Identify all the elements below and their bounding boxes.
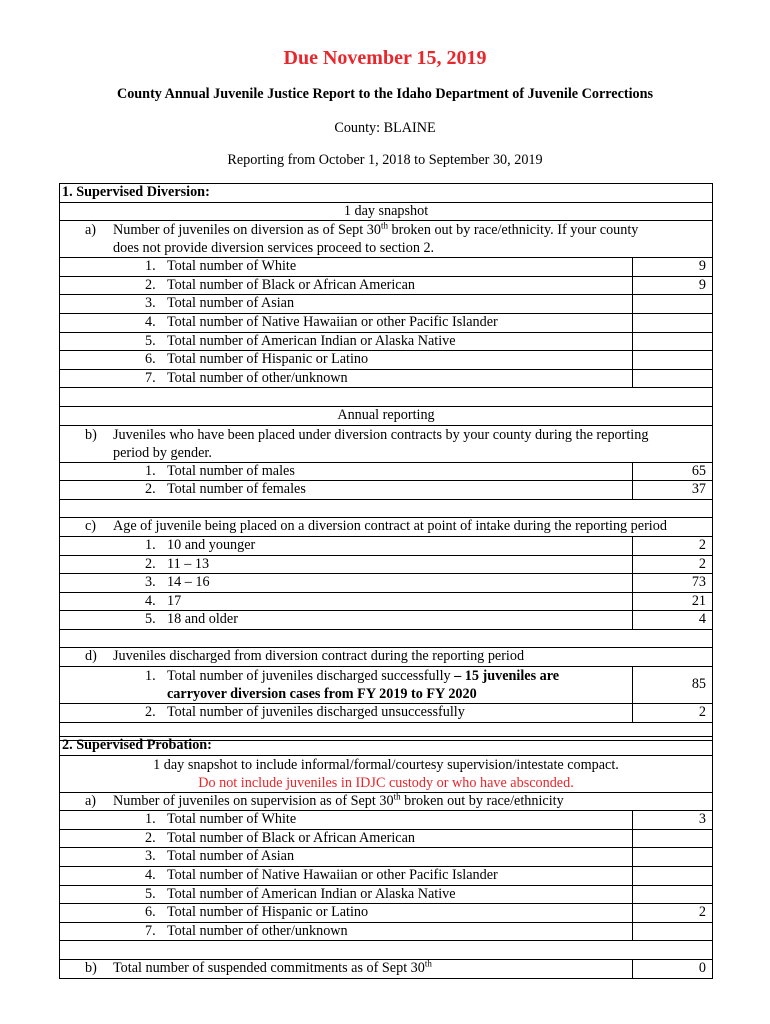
diversion-age-row — [60, 593, 712, 612]
county-label: County: BLAINE — [334, 120, 436, 136]
diversion-gender-row-label-cell — [60, 481, 632, 499]
probation-race-row-label-cell — [60, 811, 632, 829]
diversion-gender-row-value[interactable]: 65 — [632, 463, 712, 481]
probation-race-row-label-cell — [60, 830, 632, 848]
spacer-row — [60, 941, 712, 959]
item-number: 6. — [145, 904, 156, 921]
snapshot-label: 1 day snapshot — [343, 202, 429, 219]
item-label: Total number of Native Hawaiian or other Pacific Islander — [167, 313, 498, 330]
probation-question-b — [60, 960, 632, 978]
spacer-row — [60, 500, 712, 518]
diversion-race-row-value[interactable]: 9 — [632, 277, 712, 295]
reporting-period: Reporting from October 1, 2018 to September 30, 2019 — [227, 152, 543, 168]
diversion-age-row-label-cell — [60, 611, 632, 629]
diversion-race-row — [60, 333, 712, 352]
item-label: Total number of juveniles discharged successfully — [167, 668, 455, 685]
diversion-age-row — [60, 537, 712, 556]
diversion-race-row-value[interactable] — [632, 314, 712, 332]
diversion-race-row-value[interactable] — [632, 370, 712, 388]
section-2-title: 2. Supervised Probation: — [62, 737, 212, 753]
diversion-age-row-value[interactable]: 21 — [632, 593, 712, 611]
diversion-age-row-value[interactable]: 2 — [632, 556, 712, 574]
probation-race-row-value[interactable] — [632, 830, 712, 848]
supervised-probation-table — [59, 736, 713, 979]
diversion-race-row — [60, 277, 712, 296]
item-label: Total number of Hispanic or Latino — [167, 351, 369, 368]
probation-race-row-value[interactable] — [632, 886, 712, 904]
probation-race-row-label-cell — [60, 867, 632, 885]
probation-race-row — [60, 904, 712, 923]
question-b-text-line2: period by gender. — [113, 444, 212, 461]
item-label: Total number of females — [167, 481, 306, 498]
spacer-row — [60, 630, 712, 648]
question-d-letter: d) — [85, 648, 97, 665]
probation-note — [60, 756, 712, 792]
question-d-text: Juveniles discharged from diversion contract during the reporting period — [113, 648, 525, 665]
question-a-text-line2: does not provide diversion services proceed to section 2. — [113, 240, 435, 257]
probation-race-row-value[interactable] — [632, 848, 712, 866]
probation-race-row-value[interactable] — [632, 923, 712, 941]
item-label: Total number of Asian — [167, 848, 295, 865]
item-label: Total number of males — [167, 462, 295, 479]
diversion-race-row — [60, 351, 712, 370]
diversion-age-row — [60, 611, 712, 630]
item-label: 14 – 16 — [167, 574, 210, 591]
item-number: 2. — [145, 481, 156, 498]
item-note: – 15 juveniles are — [454, 668, 560, 685]
diversion-race-row-value[interactable] — [632, 295, 712, 313]
item-label: Total number of Hispanic or Latino — [167, 904, 369, 921]
probation-race-row — [60, 923, 712, 942]
item-number: 1. — [145, 811, 156, 828]
item-label: Total number of White — [167, 811, 297, 828]
diversion-race-row — [60, 258, 712, 277]
item-number: 1. — [145, 258, 156, 275]
question-a-text-cont: broken out by race/ethnicity — [400, 792, 564, 809]
item-label: 18 and older — [167, 611, 238, 628]
suspended-commitments-value[interactable]: 0 — [632, 960, 712, 978]
question-a-sup: th — [393, 790, 401, 801]
item-number: 1. — [145, 462, 156, 479]
item-number: 4. — [145, 866, 156, 883]
diversion-race-row-label-cell — [60, 277, 632, 295]
item-label: Total number of Black or African American — [167, 276, 415, 293]
question-a-text-cont: broken out by race/ethnicity. If your county — [387, 222, 639, 239]
probation-race-row — [60, 867, 712, 886]
probation-race-row-label-cell — [60, 848, 632, 866]
diversion-age-row-value[interactable]: 4 — [632, 611, 712, 629]
probation-race-row — [60, 886, 712, 905]
diversion-race-row — [60, 314, 712, 333]
item-label: 10 and younger — [167, 536, 256, 553]
question-a-text: Number of juveniles on supervision as of Sept 30 — [113, 792, 394, 809]
spacer-row — [60, 388, 712, 406]
diversion-race-row-value[interactable] — [632, 333, 712, 351]
item-number: 5. — [145, 885, 156, 902]
diversion-age-row-value[interactable]: 73 — [632, 574, 712, 592]
item-number: 7. — [145, 369, 156, 386]
diversion-age-row-label-cell — [60, 537, 632, 555]
question-b-letter: b) — [85, 959, 97, 976]
item-number: 4. — [145, 592, 156, 609]
item-number: 3. — [145, 574, 156, 591]
discharged-successfully-row — [60, 667, 632, 703]
diversion-age-row — [60, 574, 712, 593]
diversion-age-row-value[interactable]: 2 — [632, 537, 712, 555]
question-b-text: Total number of suspended commitments as of Sept 30 — [113, 959, 425, 976]
discharged-successfully-value[interactable]: 85 — [632, 667, 712, 703]
diversion-race-row-label-cell — [60, 295, 632, 313]
question-a — [60, 221, 712, 257]
item-label: Total number of other/unknown — [167, 922, 348, 939]
probation-race-row-label-cell — [60, 904, 632, 922]
diversion-race-row-label-cell — [60, 351, 632, 369]
question-c-text: Age of juvenile being placed on a diversion contract at point of intake during the reporting period — [113, 518, 667, 535]
question-c — [60, 518, 712, 536]
question-a-letter: a) — [85, 222, 97, 239]
probation-warning: Do not include juveniles in IDJC custody or who have absconded. — [198, 774, 574, 791]
diversion-age-row — [60, 556, 712, 575]
item-label: Total number of White — [167, 258, 297, 275]
item-number: 2. — [145, 829, 156, 846]
discharged-unsuccessfully-value[interactable]: 2 — [632, 704, 712, 722]
annual-label: Annual reporting — [337, 406, 435, 423]
item-number: 2. — [145, 276, 156, 293]
probation-race-row — [60, 848, 712, 867]
item-number: 1. — [145, 668, 156, 685]
item-number: 7. — [145, 922, 156, 939]
diversion-gender-row — [60, 463, 712, 482]
probation-race-row-label-cell — [60, 923, 632, 941]
item-label: 17 — [167, 592, 182, 609]
probation-race-row-value[interactable] — [632, 867, 712, 885]
item-label: Total number of American Indian or Alaska Native — [167, 885, 456, 902]
item-label: Total number of American Indian or Alaska Native — [167, 332, 456, 349]
item-number: 2. — [145, 555, 156, 572]
item-note-line2: carryover diversion cases from FY 2019 to FY 2020 — [167, 686, 477, 703]
diversion-race-row — [60, 370, 712, 389]
diversion-age-row-label-cell — [60, 593, 632, 611]
probation-race-row — [60, 811, 712, 830]
item-label: Total number of juveniles discharged unsuccessfully — [167, 704, 465, 721]
item-number: 3. — [145, 295, 156, 312]
section-1-title: 1. Supervised Diversion: — [62, 184, 210, 200]
item-number: 4. — [145, 313, 156, 330]
item-number: 5. — [145, 611, 156, 628]
item-number: 3. — [145, 848, 156, 865]
diversion-race-row-label-cell — [60, 258, 632, 276]
item-number: 5. — [145, 332, 156, 349]
item-label: 11 – 13 — [167, 555, 210, 572]
probation-race-row-value[interactable]: 3 — [632, 811, 712, 829]
question-b-sup: th — [424, 958, 432, 969]
item-label: Total number of other/unknown — [167, 369, 348, 386]
report-title: County Annual Juvenile Justice Report to the Idaho Department of Juvenile Corrections — [116, 86, 654, 102]
diversion-race-row-label-cell — [60, 314, 632, 332]
question-b — [60, 426, 712, 462]
diversion-race-row-label-cell — [60, 333, 632, 351]
probation-question-a — [60, 790, 712, 811]
discharged-unsuccessfully-row — [60, 704, 632, 722]
diversion-race-row-value[interactable]: 9 — [632, 258, 712, 276]
question-c-letter: c) — [85, 518, 97, 535]
question-b-text: Juveniles who have been placed under diversion contracts by your county during the reporting — [113, 426, 649, 443]
item-number: 6. — [145, 351, 156, 368]
diversion-gender-row-value[interactable]: 37 — [632, 481, 712, 499]
item-number: 2. — [145, 704, 156, 721]
diversion-race-row — [60, 295, 712, 314]
item-label: Total number of Asian — [167, 295, 295, 312]
question-a-sup: th — [380, 220, 388, 231]
diversion-race-row-label-cell — [60, 370, 632, 388]
probation-race-row-value[interactable]: 2 — [632, 904, 712, 922]
probation-race-row — [60, 830, 712, 849]
diversion-age-row-label-cell — [60, 556, 632, 574]
item-number: 1. — [145, 536, 156, 553]
diversion-gender-row-label-cell — [60, 463, 632, 481]
question-b-letter: b) — [85, 426, 97, 443]
question-d — [60, 648, 712, 666]
due-date-heading: Due November 15, 2019 — [283, 47, 487, 69]
diversion-age-row-label-cell — [60, 574, 632, 592]
item-label: Total number of Black or African American — [167, 829, 415, 846]
probation-race-row-label-cell — [60, 886, 632, 904]
diversion-race-row-value[interactable] — [632, 351, 712, 369]
question-a-text: Number of juveniles on diversion as of Sept 30 — [113, 222, 381, 239]
probation-note-text: 1 day snapshot to include informal/formal/courtesy supervision/intestate compact. — [153, 756, 619, 773]
diversion-gender-row — [60, 481, 712, 500]
supervised-diversion-table — [59, 183, 713, 741]
question-a-letter: a) — [85, 792, 97, 809]
item-label: Total number of Native Hawaiian or other Pacific Islander — [167, 866, 498, 883]
